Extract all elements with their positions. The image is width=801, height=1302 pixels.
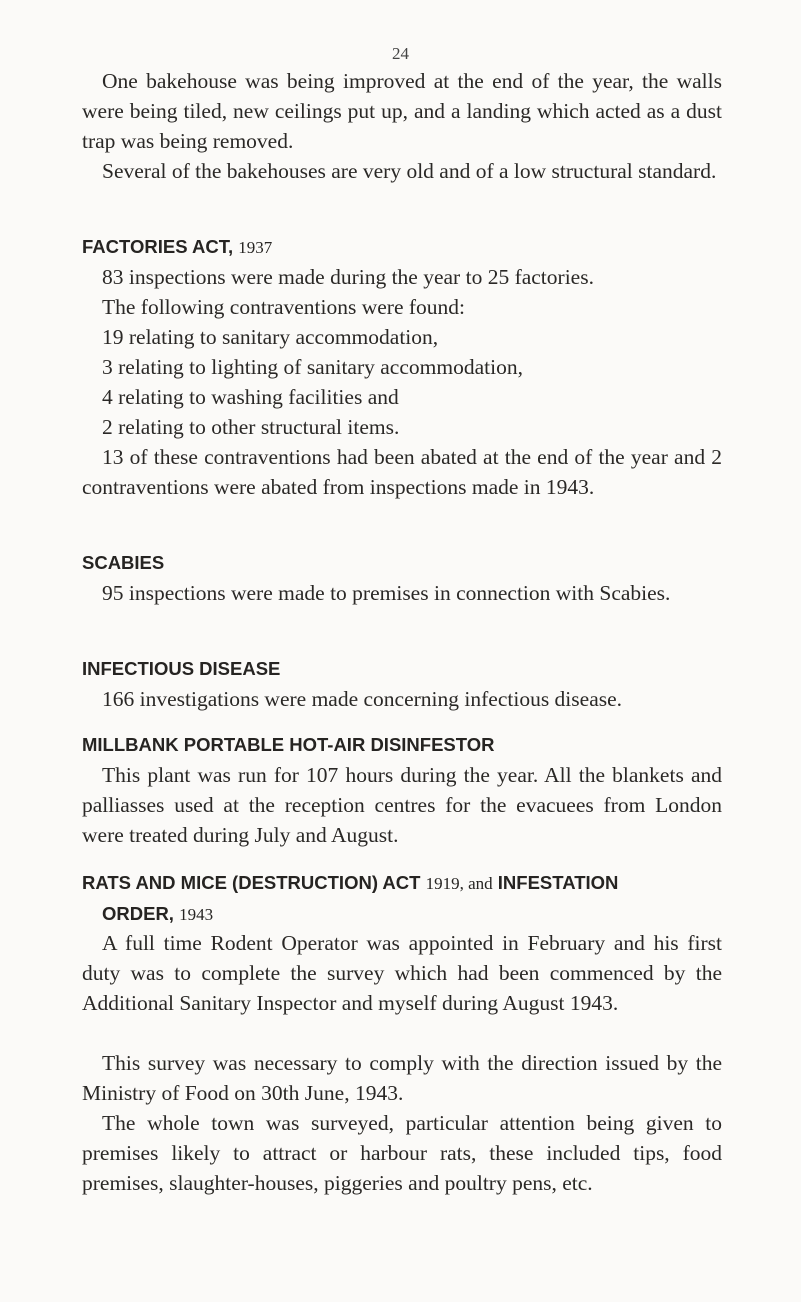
heading-rats-year-and: 1919, and: [425, 874, 493, 893]
heading-rats-order: ORDER,: [102, 903, 174, 924]
paragraph-infectious-disease: 166 investigations were made concerning infectious disease.: [102, 687, 623, 711]
list-item-structural: 2 relating to other structural items.: [102, 415, 400, 439]
paragraph-rodent-operator: A full time Rodent Operator was appointed in February and his first duty was to complete the survey which had been commenced by the Additional Sanitary Inspector and myself during August 1943.: [82, 931, 722, 1015]
paragraph-factory-inspections: 83 inspections were made during the year to 25 factories.: [102, 265, 594, 289]
heading-millbank-disinfestor: MILLBANK PORTABLE HOT-AIR DISINFESTOR: [82, 734, 495, 755]
heading-rats-and-mice: [82, 868, 732, 930]
paragraph-millbank: This plant was run for 107 hours during the year. All the blankets and palliasses used at the reception centres for the evacuees from London were treated during July and August.: [82, 763, 722, 847]
heading-factories-act: [82, 232, 732, 263]
paragraph-bakehouse-improved: One bakehouse was being improved at the end of the year, the walls were being tiled, new ceilings put up, and a landing which acted as a dust trap was being removed.: [82, 69, 722, 153]
list-item-sanitary: 19 relating to sanitary accommodation,: [102, 325, 439, 349]
paragraph-survey-necessary: This survey was necessary to comply with the direction issued by the Ministry of Food on 30th June, 1943.: [82, 1051, 722, 1105]
list-item-lighting: 3 relating to lighting of sanitary accommodation,: [102, 355, 523, 379]
paragraph-bakehouse-standard: Several of the bakehouses are very old and of a low structural standard.: [102, 159, 717, 183]
heading-rats-infestation: INFESTATION: [497, 872, 619, 893]
paragraph-contraventions-abated: 13 of these contraventions had been abated at the end of the year and 2 contraventions were abated from inspections made in 1943.: [82, 445, 722, 499]
paragraph-town-surveyed: The whole town was surveyed, particular attention being given to premises likely to attract or harbour rats, these included tips, food premises, slaughter-houses, piggeries and poultry pens, etc.: [82, 1111, 722, 1195]
heading-scabies: SCABIES: [82, 552, 165, 573]
heading-rats-line2: [82, 899, 732, 930]
page-number: 24: [392, 44, 409, 63]
heading-rats-order-year: 1943: [179, 905, 214, 924]
heading-rats-line1: [82, 872, 618, 893]
heading-infectious-disease: INFECTIOUS DISEASE: [82, 658, 281, 679]
heading-rats-act-text: RATS AND MICE (DESTRUCTION) ACT: [82, 872, 421, 893]
paragraph-contraventions-found: The following contraventions were found:: [102, 295, 466, 319]
heading-factories-text: FACTORIES ACT,: [82, 236, 234, 257]
paragraph-scabies: 95 inspections were made to premises in connection with Scabies.: [102, 581, 671, 605]
heading-factories-year: 1937: [238, 238, 273, 257]
list-item-washing: 4 relating to washing facilities and: [102, 385, 399, 409]
